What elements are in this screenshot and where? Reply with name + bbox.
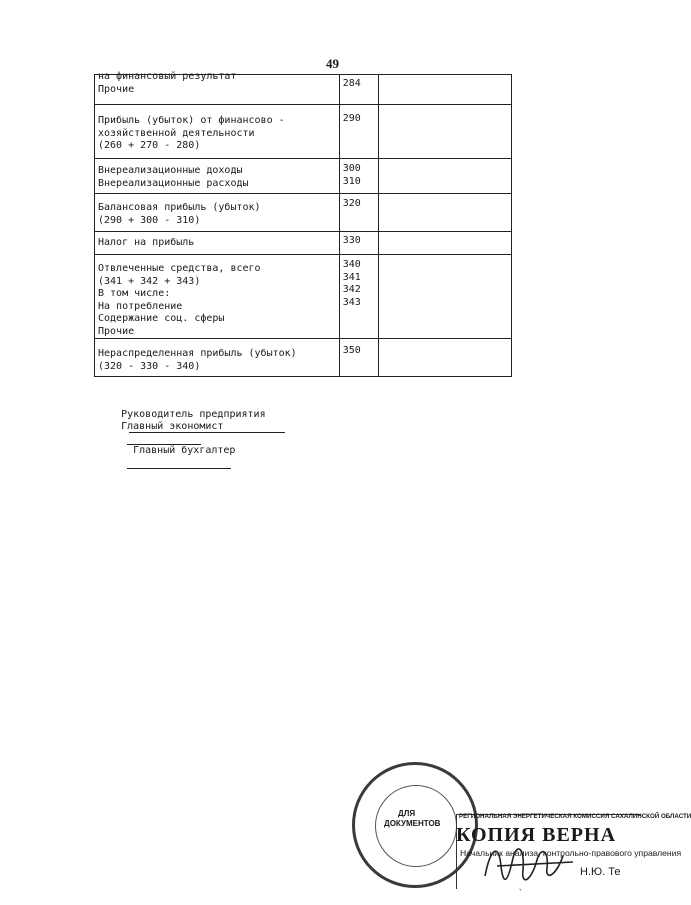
row-label-line: На потребление	[98, 300, 183, 312]
row-label-line: (341 + 342 + 343)	[98, 275, 201, 287]
row-code-cell	[339, 339, 378, 377]
row-label-line: Балансовая прибыль (убыток)	[98, 202, 261, 213]
row-code: 340	[342, 259, 361, 270]
row-code-cell	[339, 75, 378, 105]
row-value-cell	[378, 105, 511, 159]
row-value-cell	[378, 194, 511, 232]
row-value-cell	[378, 255, 511, 339]
certification-stamp	[352, 762, 691, 905]
row-label-line: хозяйственной деятельности	[98, 127, 255, 139]
row-value-cell	[378, 232, 511, 255]
handwritten-signature	[477, 836, 587, 891]
accountant-signature-label: Главный бухгалтер	[133, 445, 236, 456]
page-number: 49	[326, 56, 339, 71]
table-row	[95, 232, 512, 255]
row-code: 343	[342, 296, 361, 308]
copy-stamp-department: Начальник анализа, контрольно-правового управления	[460, 848, 682, 858]
row-label-line: В том числе:	[98, 288, 171, 299]
row-label-line: Прочие	[98, 325, 135, 337]
economist-signature-line	[127, 435, 201, 445]
seal-documents-label: ДОКУМЕНТОВ	[384, 819, 441, 828]
table-row	[95, 159, 512, 194]
row-label-line: на финансовый результат	[98, 71, 237, 82]
row-code-cell	[339, 105, 378, 159]
row-label-line: Нераспределенная прибыль (убыток)	[98, 348, 297, 359]
row-code: 290	[342, 113, 361, 124]
table-row	[95, 339, 512, 377]
row-label-line: Содержание соц. сферы	[98, 313, 225, 324]
copy-stamp-person: Н.Ю. Те	[580, 866, 621, 878]
row-code: 330	[342, 235, 361, 246]
row-label-line: (320 - 330 - 340)	[98, 360, 201, 372]
row-code: 310	[342, 175, 361, 187]
economist-signature-label: Главный экономист	[121, 421, 224, 432]
row-code: 320	[342, 198, 361, 209]
accountant-signature-line	[127, 459, 231, 469]
table-row	[95, 255, 512, 339]
row-label-line: Внереализационные доходы	[98, 165, 243, 176]
row-label-line: Прочие	[98, 83, 135, 95]
row-label-cell	[95, 71, 340, 105]
row-label-cell	[95, 159, 340, 194]
row-code: 341	[342, 271, 361, 283]
row-code-cell	[339, 159, 378, 194]
row-label-line: Отвлеченные средства, всего	[98, 263, 261, 274]
row-label-cell	[95, 339, 340, 377]
financial-results-table	[94, 71, 512, 377]
head-signature-label: Руководитель предприятия	[121, 409, 266, 420]
copy-stamp-title: КОПИЯ ВЕРНА	[456, 824, 617, 846]
row-code: 284	[342, 78, 361, 89]
row-code-cell	[339, 194, 378, 232]
row-label-line: (260 + 270 - 280)	[98, 140, 201, 151]
table-row	[95, 75, 512, 105]
row-value-cell	[378, 339, 511, 377]
row-label-line: (290 + 300 - 310)	[98, 214, 201, 226]
row-label-cell	[95, 255, 340, 339]
row-code-cell	[339, 232, 378, 255]
row-code: 342	[342, 284, 361, 295]
row-label-line: Внереализационные расходы	[98, 177, 249, 189]
row-label-cell	[95, 105, 340, 159]
signature-row-head	[97, 397, 285, 420]
table-row	[95, 105, 512, 159]
table-row	[95, 194, 512, 232]
scan-artifact-mark: `	[518, 889, 524, 899]
signature-row-staff	[97, 409, 285, 456]
seal-for-label: ДЛЯ	[398, 809, 416, 818]
row-label-line: Прибыль (убыток) от финансово -	[98, 115, 285, 126]
row-value-cell	[378, 159, 511, 194]
row-code-cell	[339, 255, 378, 339]
copy-stamp-organization: РЕГИОНАЛЬНАЯ ЭНЕРГЕТИЧЕСКАЯ КОМИССИЯ САХАЛИНСКОЙ ОБЛАСТИ	[459, 813, 691, 820]
row-value-cell	[378, 75, 511, 105]
row-label-cell	[95, 232, 340, 255]
signature-block	[97, 397, 285, 456]
row-code: 300	[342, 163, 361, 174]
row-label-cell	[95, 194, 340, 232]
row-label-line: Налог на прибыль	[98, 237, 195, 248]
row-code: 350	[342, 345, 361, 356]
